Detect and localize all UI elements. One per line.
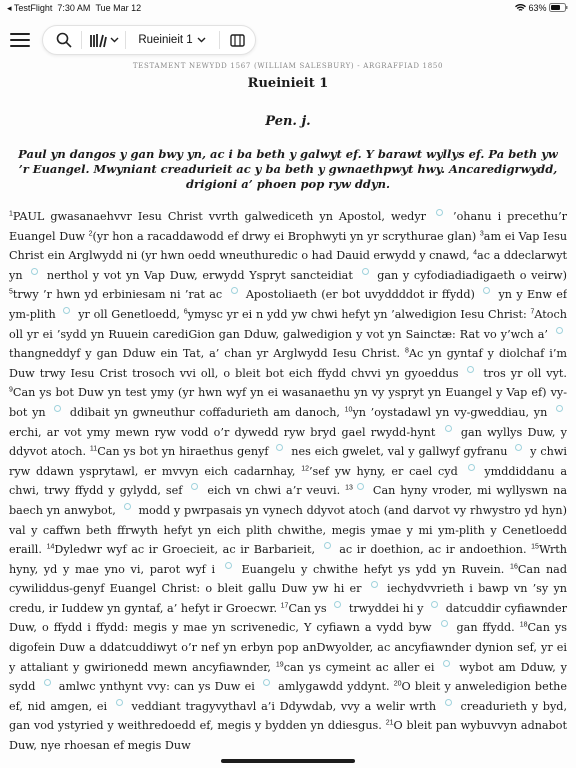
verse[interactable] bbox=[47, 543, 527, 556]
status-date: Tue Mar 12 bbox=[95, 3, 142, 13]
footnote-marker-icon[interactable] bbox=[191, 483, 198, 490]
search-icon bbox=[56, 32, 72, 48]
navigation-pill bbox=[42, 25, 256, 55]
verse[interactable] bbox=[184, 308, 527, 321]
footnote-marker-icon[interactable] bbox=[334, 601, 341, 608]
book-chapter-selector[interactable] bbox=[127, 26, 217, 54]
chevron-down-icon bbox=[110, 37, 119, 43]
verse-text-segment: O bleit y anweledigion bethe ef, nid amgen, ei bbox=[9, 680, 567, 713]
verse-text-segment: Ac yn gyntaf y diolchaf i’m Duw trwy Iesu Crist trosoch vvi oll, o bleit bot eich ffydd chvvi yn gyoeddus bbox=[9, 347, 567, 380]
footnote-marker-icon[interactable] bbox=[263, 679, 270, 686]
verse-number: 21 bbox=[385, 719, 394, 727]
footnote-marker-icon[interactable] bbox=[276, 444, 283, 451]
verse-number: 9 bbox=[9, 386, 13, 394]
verse-text-segment: yr oll Genetloedd, bbox=[74, 307, 180, 321]
books-icon bbox=[90, 33, 108, 48]
toolbar bbox=[0, 23, 576, 55]
verse-text-segment: ymddiddanu a chwi, trwy ffydd y gylydd, sef bbox=[9, 464, 567, 498]
divider bbox=[219, 31, 220, 49]
verse-text-segment: am ei Vap Iesu Christ ein Arglwydd ni (yr hwn oedd wneuthuredic o had Dauid erwydd y cnawd, bbox=[9, 229, 567, 263]
footnote-marker-icon[interactable] bbox=[483, 287, 490, 294]
footnote-marker-icon[interactable] bbox=[556, 405, 563, 412]
verse-text-segment: Atoch oll yr ei ’sydd yn Ruuein carediGion gan Dduw, galwedigion y vot yn Sainctæ: Rat vo y’wch a’ bbox=[9, 307, 567, 341]
verse-text-segment: eich vn chwi a’r veuvi. bbox=[202, 484, 341, 498]
status-right bbox=[515, 3, 568, 13]
footnote-marker-icon[interactable] bbox=[445, 425, 452, 432]
verse-text-segment: (yr hon a racaddawodd ef drwy ei Brophwyti yn yr scrythurae glan) bbox=[92, 229, 477, 243]
verse-text-segment: datcuddir cyfiawnder Duw, o ffydd i ffydd: megis y mae yn scrivenedic, Y cyfiawn a vydd byw bbox=[9, 601, 567, 635]
footnote-marker-icon[interactable] bbox=[54, 405, 61, 412]
home-indicator[interactable] bbox=[221, 759, 355, 763]
verse-number: 7 bbox=[530, 308, 535, 316]
verse-number: 2 bbox=[88, 229, 93, 237]
footnote-marker-icon[interactable] bbox=[362, 268, 369, 275]
verse-text-segment: yn ’oystadawl yn vy-gweddiau, yn bbox=[352, 405, 552, 419]
footnote-marker-icon[interactable] bbox=[31, 268, 38, 275]
verse-number: 18 bbox=[519, 621, 528, 629]
verse-text-segment: can ys cymeint ac aller ei bbox=[283, 660, 440, 674]
footnote-marker-icon[interactable] bbox=[441, 620, 448, 627]
verse-number: 16 bbox=[510, 562, 518, 570]
search-button[interactable] bbox=[49, 26, 79, 54]
footnote-marker-icon[interactable] bbox=[556, 327, 563, 334]
verse-text-segment: ’ohanu i precethu’r Euangel Duw bbox=[9, 210, 567, 243]
divider bbox=[81, 31, 82, 49]
verse-text-segment: ac ir doethion, ac ir andoethion. bbox=[334, 543, 527, 557]
verse-number: 3 bbox=[479, 229, 484, 237]
status-bar bbox=[0, 0, 576, 16]
chapter-summary: Paul yn dangos y gan bwy yn, ac i ba beth y galwyt ef. Y barawt wyllys ef. Pa beth yw ’r Euangel. Mwyniant creadurieit ac y ba beth y gwnaethpwyt hwy. Ancaredigrwydd, drigioni a’ phoen pop ryw ddyn. bbox=[18, 147, 558, 191]
menu-icon[interactable] bbox=[9, 31, 31, 49]
verse-text-segment: veddiant tragyvythavl a’i Ddywdab, vvy a welir wrth bbox=[126, 699, 441, 713]
verse-number: 15 bbox=[531, 543, 539, 551]
verse-text-segment: erchi, ar vot ymy mewn ryw vodd o’r dywedd ryw bryd gael rwydd-hynt bbox=[9, 425, 441, 439]
footnote-marker-icon[interactable] bbox=[515, 444, 522, 451]
verse-number: 6 bbox=[183, 308, 188, 316]
library-button[interactable] bbox=[85, 26, 123, 54]
verse-text-segment: Can ys bot yn hiraethus genyf bbox=[97, 445, 273, 459]
footnote-marker-icon[interactable] bbox=[436, 209, 443, 216]
wifi-icon bbox=[515, 4, 526, 12]
verse-text-segment: gan wyllys Duw, y ddyvot atoch. bbox=[9, 425, 567, 459]
verse-text-segment: O bleit pan wybuvvyn adnabot Duw, nye rhoesan ef megis Duw bbox=[9, 719, 567, 753]
verse-number: 10 bbox=[344, 406, 353, 414]
verse-text-segment: Can nad cywiliddus-genyf Euangel Christ: o bleit gallu Duw yw hi er bbox=[9, 562, 567, 596]
verse-text-segment: Can hyny vroder, mi wyllyswn na baech yn anwybot, bbox=[9, 484, 567, 517]
chevron-down-icon bbox=[197, 37, 206, 43]
verse-number: 8 bbox=[405, 347, 409, 355]
running-header: TESTAMENT NEWYDD 1567 (WILLIAM SALESBURY) - ARGRAFFIAD 1850 bbox=[132, 62, 444, 70]
verse-text-segment: Wrth hyny, yd y mae yno vi, parot wyf i bbox=[9, 543, 567, 576]
verse-text-segment: wybot am Dduw, y sydd bbox=[9, 660, 567, 694]
verse-number: 11 bbox=[89, 445, 98, 453]
verse-number: 20 bbox=[393, 680, 402, 688]
verse-number: 14 bbox=[46, 543, 55, 551]
footnote-marker-icon[interactable] bbox=[443, 660, 450, 667]
verse-number: 13 bbox=[345, 484, 353, 492]
verse-text-segment: nerthol y vot yn Vap Duw, erwydd Yspryt sancteidiat bbox=[42, 268, 358, 282]
footnote-marker-icon[interactable] bbox=[468, 464, 475, 471]
verse-text-segment: ac a ddeclarwyt yn bbox=[9, 249, 567, 282]
verse[interactable] bbox=[89, 230, 477, 243]
verse-number: 5 bbox=[9, 288, 13, 296]
verse-text-segment: yn y Enw ef ym-plith bbox=[9, 288, 567, 321]
verse-number: 1 bbox=[9, 210, 13, 218]
verse-text-segment: ymysc yr ei n ydd yw chwi hefyt yn ’alwedigion Iesu Christ: bbox=[187, 307, 527, 321]
status-time: 7:30 AM bbox=[57, 3, 91, 13]
verse-text-segment: ’sef yw hyny, er cael cyd bbox=[309, 464, 464, 478]
footnote-marker-icon[interactable] bbox=[116, 699, 123, 706]
verse-text-segment: thangneddyf y gan Dduw ein Tat, a’ chan yr Arglwydd Iesu Christ. bbox=[9, 347, 401, 361]
back-to-app-link[interactable]: ◂ TestFlight bbox=[7, 3, 53, 13]
footnote-marker-icon[interactable] bbox=[231, 287, 238, 294]
verse-text-segment: gan ffydd. bbox=[451, 621, 515, 635]
verse-number: 19 bbox=[275, 660, 284, 668]
split-view-icon bbox=[230, 34, 245, 47]
verse-text-segment: gan y cyfodiadiadigaeth o veirw) bbox=[372, 268, 567, 282]
verse-text-segment: ddibait yn gwneuthur coffadurieth am danoch, bbox=[65, 405, 340, 419]
verse-text-segment: Can ys bot Duw yn test ymy (yr hwn wyf yn ei wasanaethu yn vy yspryt yn Euangel y Vap ef) vy-bot yn bbox=[9, 386, 567, 419]
footnote-marker-icon[interactable] bbox=[431, 601, 438, 608]
divider bbox=[125, 31, 126, 49]
chapter-heading: Pen. j. bbox=[265, 114, 311, 129]
status-left bbox=[7, 3, 141, 14]
footnote-marker-icon[interactable] bbox=[63, 307, 70, 314]
verse-text-segment: Dyledwr wyf ac ir Groecieit, ac ir Barbarieit, bbox=[54, 543, 320, 557]
footnote-marker-icon[interactable] bbox=[225, 562, 232, 569]
verse-text-segment: modd y pwrpasais yn vynech ddyvot atoch (and darvot vy rhwystro yd hyn) val y caffwn beth ffrwyth hefyt yn eich plith chwithe, megis ymae y mi ym-plith y Cenetloedd eraill. bbox=[9, 503, 567, 557]
verse-text-segment: PAUL gwasanaehvvr Iesu Christ vvrth galwediceth yn Apostol, wedyr bbox=[12, 210, 433, 223]
verse-text-segment: nes eich gwelet, val y gallwyf gyfranu bbox=[287, 445, 512, 459]
chapter-text[interactable] bbox=[9, 207, 567, 755]
verse-text-segment: tros yr oll vyt. bbox=[478, 366, 567, 380]
book-chapter-label: Rueinieit 1 bbox=[138, 34, 193, 46]
verse-text-segment: amlwc ynthynt vvy: can ys Duw ei bbox=[54, 680, 259, 694]
verse-text-segment: Can ys digofein Duw a ddatcuddiwyt o’r nef yn erbyn pop anDwyolder, ac ancyfiawnder dynion sef, yr ei y attaliant y gwirionedd mewn ancyfiawnder, bbox=[9, 621, 567, 674]
footnote-marker-icon[interactable] bbox=[357, 483, 364, 490]
footnote-marker-icon[interactable] bbox=[445, 699, 452, 706]
footnote-marker-icon[interactable] bbox=[324, 542, 331, 549]
verse-text-segment: amlygawdd yddynt. bbox=[273, 680, 390, 694]
verse-text-segment: trwyddei hi y bbox=[345, 601, 428, 615]
footnote-marker-icon[interactable] bbox=[371, 581, 378, 588]
book-title: Rueinieit 1 bbox=[247, 76, 329, 91]
verse-text-segment: trwy ’r hwn yd erbiniesam ni ’rat ac bbox=[12, 288, 227, 302]
verse-text-segment: iechydvvrieth i bawp vn ’sy yn credu, ir Iuddew yn gyntaf, a’ hefyt ir Groecwr. bbox=[9, 582, 567, 615]
footnote-marker-icon[interactable] bbox=[467, 366, 474, 373]
verse-text-segment: Euangelu y chwithe hefyt ys ydd yn Ruvein. bbox=[235, 562, 505, 576]
verse-text-segment: Can ys bbox=[288, 601, 331, 615]
verse-text-segment: Apostoliaeth (er bot uvyddddot ir ffydd) bbox=[241, 288, 480, 302]
verse-number: 4 bbox=[473, 249, 478, 257]
battery-percent: 63% bbox=[528, 3, 547, 13]
verse-number: 17 bbox=[280, 602, 289, 610]
parallel-view-button[interactable] bbox=[223, 26, 251, 54]
verse-text-segment: y chwi ryw ddawn ysprytawl, er mvvyn eich cadarnhay, bbox=[9, 445, 567, 478]
verse-text-segment: creadurieth y byd, gan vod ystyried y weithredoedd ef, megis y bydden yn ddiesgus. bbox=[9, 699, 567, 733]
verse-number: 12 bbox=[301, 464, 309, 472]
footnote-marker-icon[interactable] bbox=[124, 503, 131, 510]
footnote-marker-icon[interactable] bbox=[44, 679, 51, 686]
battery-icon bbox=[549, 3, 568, 12]
